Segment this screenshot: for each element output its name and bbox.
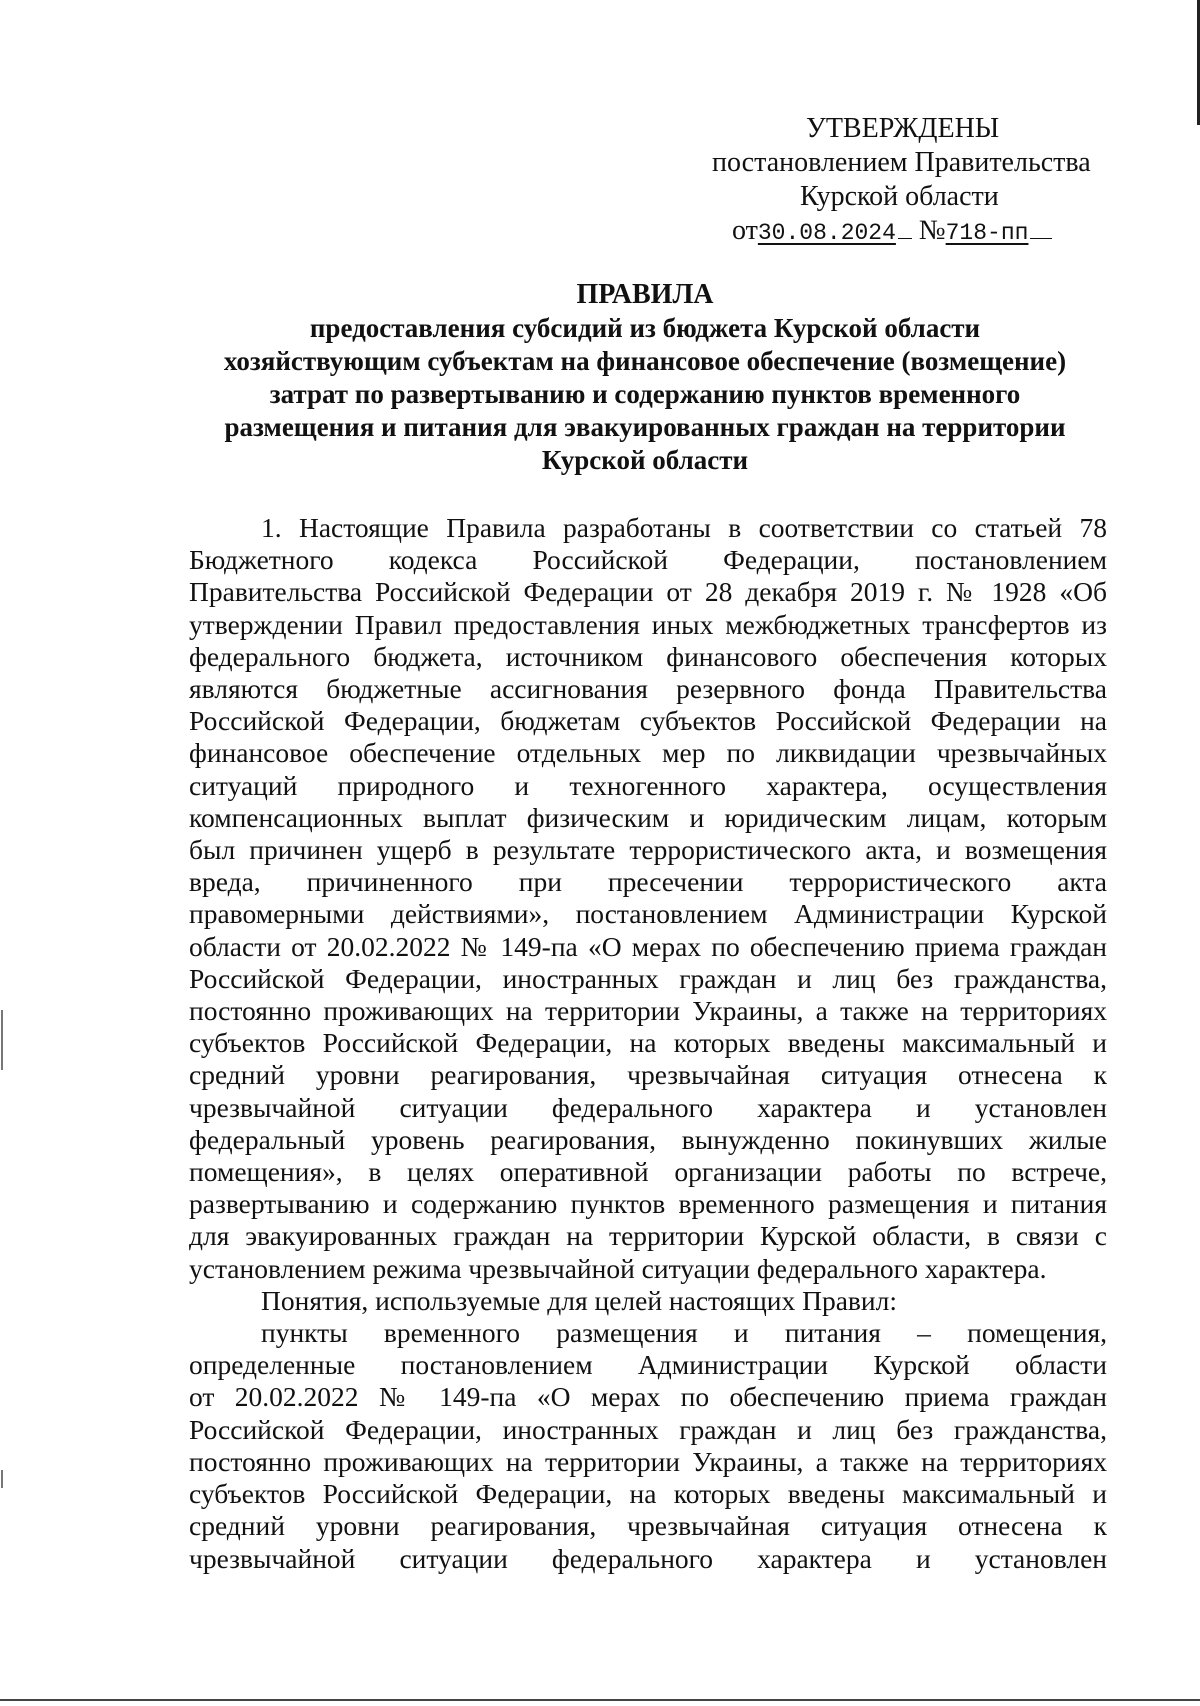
- heading-line: предоставления субсидий из бюджета Курской области: [309, 313, 981, 343]
- body-line: для эвакуированных граждан на территории Курской области, в связи с: [189, 1220, 1107, 1252]
- document-heading: [160, 278, 1130, 477]
- body-line: утверждении Правил предоставления иных межбюджетных трансфертов из: [189, 608, 1107, 640]
- body-line: от 20.02.2022 № 149-па «О мерах по обеспечению приема граждан: [189, 1381, 1107, 1413]
- body-line: постоянно проживающих на территории Украины, а также на территориях: [189, 1445, 1107, 1477]
- heading-line: затрат по развертыванию и содержанию пунктов временного: [269, 379, 1021, 409]
- body-line: чрезвычайной ситуации федерального характера и установлен: [189, 1091, 1107, 1123]
- approval-title: УТВЕРЖДЕНЫ: [806, 113, 1000, 144]
- approval-date-line: [732, 214, 1150, 250]
- approval-line: Курской области: [800, 181, 999, 212]
- heading-line: Курской области: [541, 445, 749, 475]
- body-line: средний уровни реагирования, чрезвычайная ситуация отнесена к: [189, 1059, 1107, 1091]
- approval-line: постановлением Правительства: [712, 147, 1091, 178]
- scan-mark: [1, 1470, 3, 1488]
- body-line: федеральный уровень реагирования, вынужденно покинувших жилые: [189, 1123, 1107, 1155]
- approval-stamp: [700, 112, 1150, 250]
- body-line: области от 20.02.2022 № 149-па «О мерах по обеспечению приема граждан: [189, 930, 1107, 962]
- heading-line: хозяйствующим субъектам на финансовое обеспечение (возмещение): [223, 346, 1067, 376]
- body-line: ситуаций природного и техногенного характера, осуществления: [189, 769, 1107, 801]
- body-line: финансовое обеспечение отдельных мер по ликвидации чрезвычайных: [189, 737, 1107, 769]
- date-prefix: от: [732, 215, 758, 246]
- body-line: Бюджетного кодекса Российской Федерации, постановлением: [189, 544, 1107, 576]
- body-line: установлением режима чрезвычайной ситуации федерального характера.: [189, 1252, 1047, 1284]
- body-line: федерального бюджета, источником финансового обеспечения которых: [189, 640, 1107, 672]
- body-line: Российской Федерации, иностранных граждан и лиц без гражданства,: [189, 1413, 1107, 1445]
- body-line: определенные постановлением Администрации Курской области: [189, 1349, 1107, 1381]
- body-line: 1. Настоящие Правила разработаны в соответствии со статьей 78: [261, 512, 1107, 543]
- underline-gap: [1030, 216, 1052, 239]
- body-line: постоянно проживающих на территории Украины, а также на территориях: [189, 995, 1107, 1027]
- body-line: помещения», в целях оперативной организации работы по встрече,: [189, 1156, 1107, 1188]
- body-line: развертыванию и содержанию пунктов временного размещения и питания: [189, 1188, 1107, 1220]
- document-title: ПРАВИЛА: [576, 279, 714, 310]
- body-line: субъектов Российской Федерации, на которых введены максимальный и: [189, 1478, 1107, 1510]
- body-line: чрезвычайной ситуации федерального характера и установлен: [189, 1542, 1107, 1574]
- body-line: компенсационных выплат физическим и юридическим лицам, которым: [189, 801, 1107, 833]
- scan-edge-bottom: [0, 1699, 1200, 1701]
- body-line: Российской Федерации, бюджетам субъектов Российской Федерации на: [189, 705, 1107, 737]
- body-line: вреда, причиненного при пресечении террористического акта: [189, 866, 1107, 898]
- heading-line: размещения и питания для эвакуированных граждан на территории: [224, 412, 1066, 442]
- body-line: Понятия, используемые для целей настоящих Правил:: [261, 1284, 897, 1316]
- body-line: Правительства Российской Федерации от 28 декабря 2019 г. № 1928 «Об: [189, 576, 1107, 608]
- scan-mark: [1, 1010, 3, 1070]
- body-line: средний уровни реагирования, чрезвычайная ситуация отнесена к: [189, 1510, 1107, 1542]
- body-line: субъектов Российской Федерации, на которых введены максимальный и: [189, 1027, 1107, 1059]
- body-line: являются бюджетные ассигнования резервного фонда Правительства: [189, 673, 1107, 705]
- document-body: [189, 512, 1107, 1575]
- underline-gap: [898, 216, 912, 239]
- body-line: Российской Федерации, иностранных граждан и лиц без гражданства,: [189, 962, 1107, 994]
- body-line: пункты временного размещения и питания – помещения,: [261, 1317, 1107, 1349]
- approval-date: 30.08.2024: [757, 220, 896, 246]
- body-line: правомерными действиями», постановлением Администрации Курской: [189, 898, 1107, 930]
- number-prefix: №: [918, 215, 946, 246]
- approval-number: 718-пп: [945, 220, 1029, 246]
- body-line: был причинен ущерб в результате террористического акта, и возмещения: [189, 834, 1107, 866]
